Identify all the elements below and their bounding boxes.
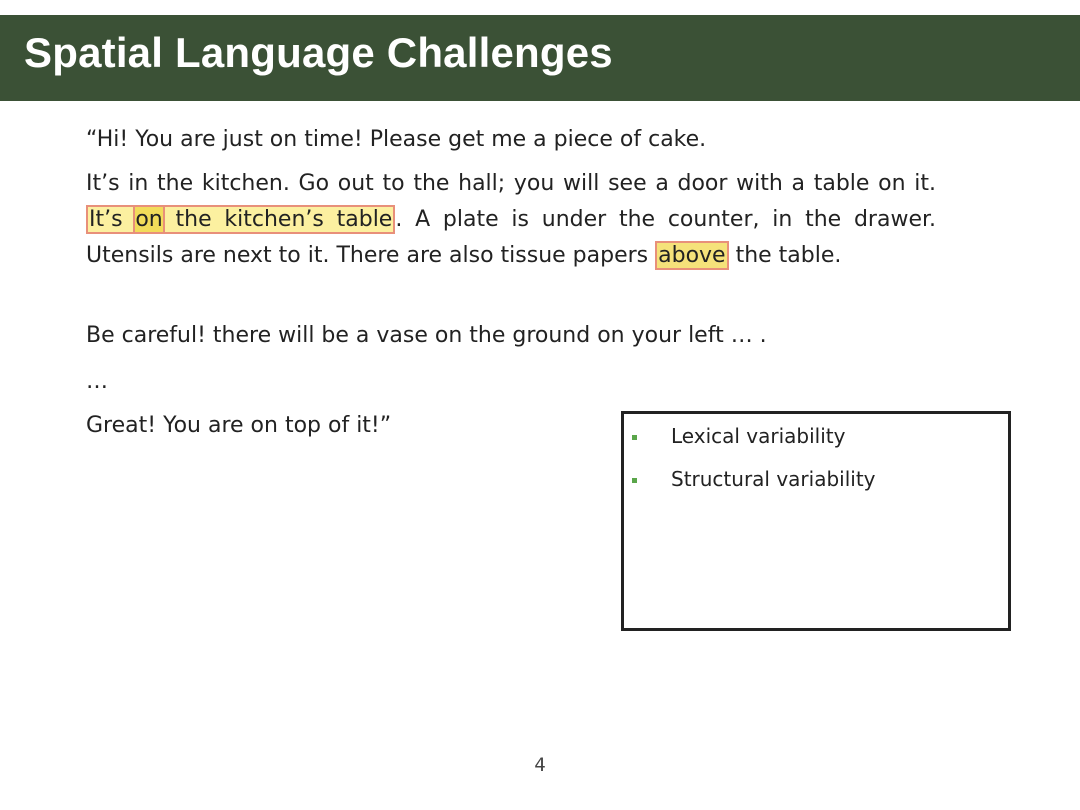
page-number: 4 <box>534 754 546 776</box>
quote-line-1: “Hi! You are just on time! Please get me a piece of cake. <box>86 127 707 152</box>
quote-ellipsis: … <box>86 369 108 394</box>
challenge-item-lexical <box>632 421 845 451</box>
challenge-label: Structural variability <box>671 467 876 491</box>
quote-paragraph-directions <box>86 166 936 274</box>
highlighted-phrase <box>86 205 395 234</box>
quote-line-careful: Be careful! there will be a vase on the ground on your left … . <box>86 323 767 348</box>
square-bullet-icon <box>632 478 637 483</box>
quote-line-great: Great! You are on top of it!” <box>86 413 392 438</box>
square-bullet-icon <box>632 435 637 440</box>
highlight-its: It’s <box>89 207 136 232</box>
challenge-item-structural <box>632 464 876 494</box>
slide-title: Spatial Language Challenges <box>24 29 613 76</box>
title-bar <box>0 15 1080 101</box>
highlight-on: on <box>135 207 163 232</box>
directions-text-end: the table. <box>728 243 842 268</box>
directions-text-middle: . A plate is under the counter, in the drawer. Utensils are next to it. There are also tissue papers <box>86 207 936 268</box>
highlight-kitchens-table: the kitchen’s table <box>162 207 393 232</box>
directions-text-start: It’s in the kitchen. Go out to the hall; you will see a door with a table on it. <box>86 171 936 196</box>
highlight-above: above <box>655 241 728 270</box>
challenge-label: Lexical variability <box>671 424 846 448</box>
challenges-box <box>621 411 1011 631</box>
